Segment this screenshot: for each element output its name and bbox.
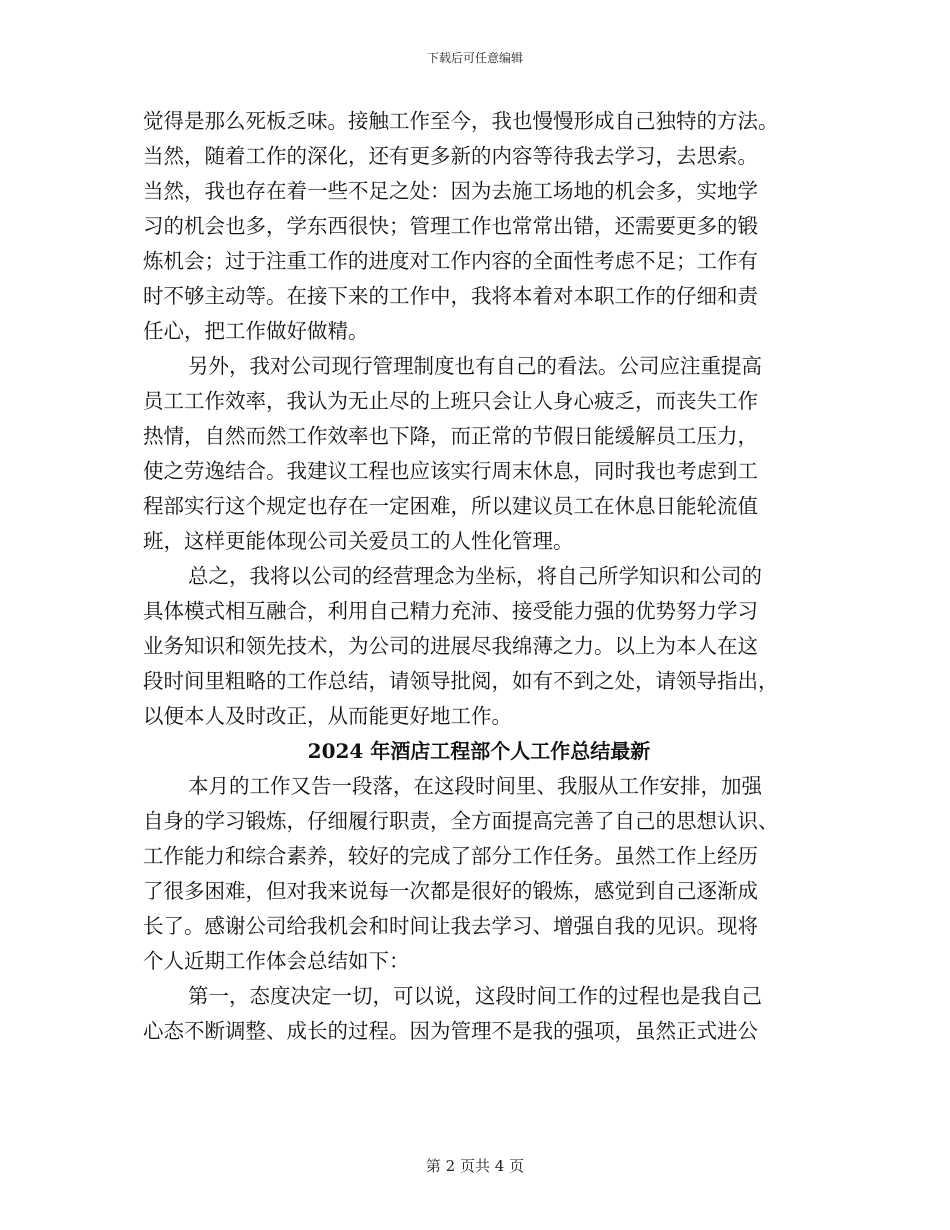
paragraph-3 [143, 559, 815, 734]
page-header: 下载后可任意编辑 [426, 51, 523, 65]
text-line: 炼机会；过于注重工作的进度对工作内容的全面性考虑不足；工作有 [143, 249, 758, 273]
paragraph-2 [143, 349, 815, 559]
text-line: 了很多困难，但对我来说每一次都是很好的锻炼，感觉到自己逐渐成 [143, 879, 758, 903]
text-line: 具体模式相互融合，利用自己精力充沛、接受能力强的优势努力学习 [143, 599, 758, 623]
text-line: 班，这样更能体现公司关爱员工的人性化管理。 [143, 529, 574, 553]
text-line: 段时间里粗略的工作总结，请领导批阅，如有不到之处，请领导指出， [143, 669, 779, 693]
text-line: 第一，态度决定一切，可以说，这段时间工作的过程也是我自己 [188, 984, 762, 1008]
paragraph-4 [143, 769, 815, 979]
text-line: 觉得是那么死板乏味。接触工作至今，我也慢慢形成自己独特的方法。 [143, 109, 779, 133]
text-line: 员工工作效率，我认为无止尽的上班只会让人身心疲乏，而丧失工作 [143, 389, 758, 413]
text-line: 自身的学习锻炼，仔细履行职责，全方面提高完善了自己的思想认识、 [143, 809, 779, 833]
text-line: 任心，把工作做好做精。 [143, 319, 369, 343]
text-line: 热情，自然而然工作效率也下降，而正常的节假日能缓解员工压力， [143, 424, 758, 448]
text-line: 以便本人及时改正，从而能更好地工作。 [143, 704, 512, 728]
text-line: 另外，我对公司现行管理制度也有自己的看法。公司应注重提高 [188, 354, 762, 378]
text-line: 总之，我将以公司的经营理念为坐标，将自己所学知识和公司的 [188, 564, 762, 588]
text-line: 本月的工作又告一段落，在这段时间里、我服从工作安排，加强 [188, 774, 762, 798]
text-line: 时不够主动等。在接下来的工作中，我将本着对本职工作的仔细和责 [143, 284, 758, 308]
text-line: 个人近期工作体会总结如下： [143, 949, 410, 973]
text-line: 程部实行这个规定也存在一定困难，所以建议员工在休息日能轮流值 [143, 494, 758, 518]
text-line: 业务知识和领先技术，为公司的进展尽我绵薄之力。以上为本人在这 [143, 634, 758, 658]
paragraph-5 [143, 979, 815, 1049]
text-line: 当然，随着工作的深化，还有更多新的内容等待我去学习，去思索。 [143, 144, 758, 168]
text-line: 使之劳逸结合。我建议工程也应该实行周末休息，同时我也考虑到工 [143, 459, 758, 483]
text-line: 心态不断调整、成长的过程。因为管理不是我的强项，虽然正式进公 [143, 1019, 758, 1043]
page-number: 第 2 页共 4 页 [425, 1157, 525, 1175]
text-line: 长了。感谢公司给我机会和时间让我去学习、增强自我的见识。现将 [143, 914, 758, 938]
text-line: 习的机会也多，学东西很快；管理工作也常常出错，还需要更多的锻 [143, 214, 758, 238]
paragraph-1 [143, 104, 815, 349]
section-title: 2024 年酒店工程部个人工作总结最新 [307, 739, 651, 763]
text-line: 工作能力和综合素养，较好的完成了部分工作任务。虽然工作上经历 [143, 844, 758, 868]
text-line: 当然，我也存在着一些不足之处：因为去施工场地的机会多，实地学 [143, 179, 758, 203]
document-body [143, 104, 815, 1049]
